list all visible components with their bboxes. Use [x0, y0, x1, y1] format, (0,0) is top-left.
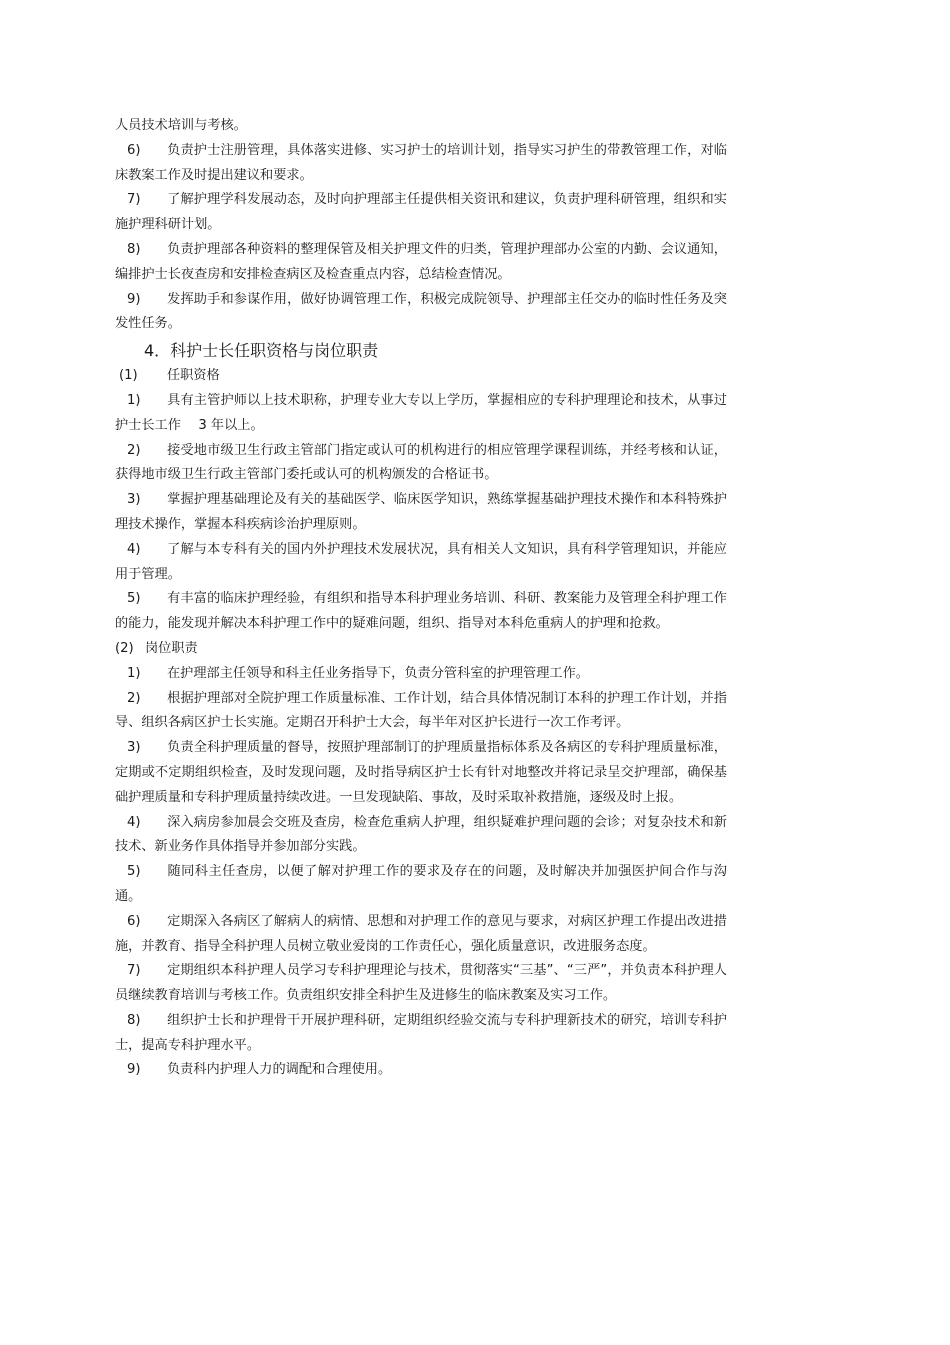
list-item: [115, 687, 727, 737]
item-text: 在护理部主任领导和科主任业务指导下，负责分管科室的护理管理工作。: [167, 665, 589, 681]
list-item: [115, 238, 727, 288]
list-item: [115, 389, 727, 439]
item-text: 负责护士注册管理，具体落实进修、实习护士的培训计划，指导实习护生的带教管理工作，对临床教案工作及时提出建议和要求。: [115, 142, 727, 183]
item-number: 3): [127, 492, 141, 508]
list-item: [115, 538, 727, 588]
list-item: [115, 860, 727, 910]
list-item: [115, 188, 727, 238]
item-text: 负责全科护理质量的督导，按照护理部制订的护理质量指标体系及各病区的专科护理质量标准，定期或不定期组织检查，及时发现问题，及时指导病区护士长有针对地整改并将记录呈交护理部，确保基础护理质量和专科护理质量持续改进。一旦发现缺陷、事故，及时采取补救措施，逐级及时上报。: [115, 740, 727, 805]
list-item: [115, 662, 727, 687]
item-text: 了解护理学科发展动态，及时向护理部主任提供相关资讯和建议，负责护理科研管理，组织和实施护理科研计划。: [115, 192, 727, 233]
subsection-heading: [115, 364, 727, 389]
item-number: 7): [127, 192, 141, 208]
list-item: [115, 488, 727, 538]
subsection-label: (2): [115, 640, 134, 656]
item-number: 1): [127, 392, 141, 408]
item-text: 定期深入各病区了解病人的病情、思想和对护理工作的意见与要求，对病区护理工作提出改进措施，并教育、指导全科护理人员树立敬业爱岗的工作责任心，强化质量意识，改进服务态度。: [115, 913, 727, 954]
item-number: 4): [127, 814, 141, 830]
list-item: [115, 1058, 727, 1083]
list-item: [115, 288, 727, 338]
item-number: 8): [127, 241, 141, 257]
item-number: 9): [127, 291, 141, 307]
subsection-title: 任职资格: [167, 368, 220, 384]
subsection-label: (1): [119, 368, 138, 384]
item-text: 定期组织本科护理人员学习专科护理理论与技术，贯彻落实“三基”、“三严”，并负责本科护理人员继续教育培训与考核工作。负责组织安排全科护生及进修生的临床教案及实习工作。: [115, 963, 727, 1004]
item-number: 9): [127, 1062, 141, 1078]
item-text: 具有主管护师以上技术职称，护理专业大专以上学历，掌握相应的专科护理理论和技术，从事过护士长工作 3 年以上。: [115, 392, 727, 433]
item-number: 7): [127, 963, 141, 979]
list-item: [115, 1009, 727, 1059]
item-number: 8): [127, 1012, 141, 1028]
item-number: 6): [127, 142, 141, 158]
duties-list: [115, 662, 727, 1084]
item-text: 接受地市级卫生行政主管部门指定或认可的机构进行的相应管理学课程训练，并经考核和认证，获得地市级卫生行政主管部门委托或认可的机构颁发的合格证书。: [115, 442, 727, 483]
item-number: 3): [127, 740, 141, 756]
qualification-list: [115, 389, 727, 637]
item-text: 掌握护理基础理论及有关的基础医学、临床医学知识，熟练掌握基础护理技术操作和本科特殊护理技术操作，掌握本科疾病诊治护理原则。: [115, 492, 727, 532]
item-number: 5): [127, 864, 141, 880]
item-number: 2): [127, 690, 141, 706]
item-text: 发挥助手和参谋作用，做好协调管理工作，积极完成院领导、护理部主任交办的临时性任务及突发性任务。: [115, 291, 727, 332]
document-page: [115, 114, 727, 1083]
item-text: 负责护理部各种资料的整理保管及相关护理文件的归类，管理护理部办公室的内勤、会议通知，编排护士长夜查房和安排检查病区及检查重点内容，总结检查情况。: [115, 241, 727, 282]
item-text: 负责科内护理人力的调配和合理使用。: [167, 1062, 392, 1078]
list-item: [115, 959, 727, 1009]
item-number: 6): [127, 913, 141, 929]
list-item: [115, 139, 727, 189]
item-text: 根据护理部对全院护理工作质量标准、工作计划，结合具体情况制订本科的护理工作计划，并指导、组织各病区护士长实施。定期召开科护士大会，每半年对区护长进行一次工作考评。: [115, 690, 727, 731]
list-item: [115, 587, 727, 637]
item-text: 有丰富的临床护理经验，有组织和指导本科护理业务培训、科研、教案能力及管理全科护理工作的能力，能发现并解决本科护理工作中的疑难问题，组织、指导对本科危重病人的护理和抢救。: [115, 591, 727, 632]
subsection-heading: [115, 637, 727, 662]
list-item: [115, 439, 727, 489]
item-number: 5): [127, 591, 141, 607]
list-item: [115, 910, 727, 960]
list-item: [115, 811, 727, 861]
item-text: 深入病房参加晨会交班及查房，检查危重病人护理，组织疑难护理问题的会诊；对复杂技术和新技术、新业务作具体指导并参加部分实践。: [115, 814, 727, 855]
item-number: 1): [127, 665, 141, 681]
item-text: 组织护士长和护理骨干开展护理科研，定期组织经验交流与专科护理新技术的研究，培训专科护士，提高专科护理水平。: [115, 1012, 727, 1053]
subsection-title: 岗位职责: [145, 640, 198, 656]
item-text: 了解与本专科有关的国内外护理技术发展状况，具有相关人文知识，具有科学管理知识，并能应用于管理。: [115, 541, 727, 582]
item-text: 随同科主任查房，以便了解对护理工作的要求及存在的问题，及时解决并加强医护间合作与沟通。: [115, 864, 727, 904]
item-number: 4): [127, 541, 141, 557]
list-item: [115, 736, 727, 810]
item-number: 2): [127, 442, 141, 458]
paragraph-continuation: 人员技术培训与考核。: [115, 118, 247, 133]
section-heading: 4．科护士长任职资格与岗位职责: [144, 341, 379, 361]
